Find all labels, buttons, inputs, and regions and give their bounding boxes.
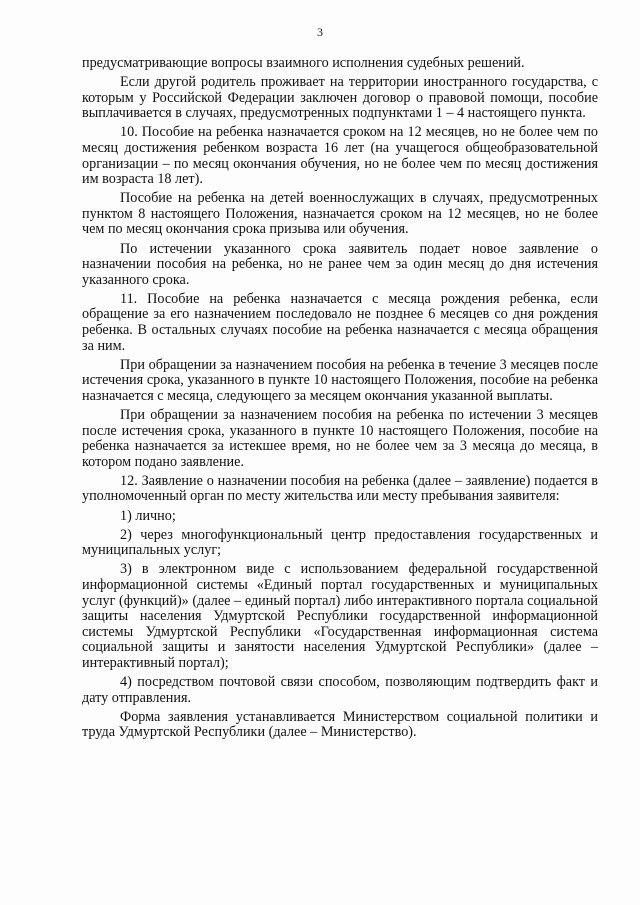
paragraph: При обращении за назначением пособия на ребенка по истечении 3 месяцев после истечения срока, указанного в пункте 10 настоящего Положения, пособие на ребенка назначается за истекшее время, но не более чем за 3 месяца до месяца, в котором подано заявление.: [82, 406, 598, 470]
document-body: [82, 56, 598, 744]
paragraph-continuation: предусматривающие вопросы взаимного исполнения судебных решений.: [82, 55, 525, 71]
paragraph: По истечении указанного срока заявитель подает новое заявление о назначении пособия на ребенка, но не ранее чем за один месяц до дня истечения указанного срока.: [82, 240, 598, 288]
page-number: 3: [317, 25, 323, 39]
list-item-2: 2) через многофункциональный центр предоставления государственных и муниципальных услуг;: [82, 526, 598, 559]
paragraph: Форма заявления устанавливается Министерством социальной политики и труда Удмуртской Республики (далее – Министерство).: [82, 708, 598, 741]
paragraph-item-11: 11. Пособие на ребенка назначается с месяца рождения ребенка, если обращение за его назначением последовало не позднее 6 месяцев со дня рождения ребенка. В остальных случаях пособие на ребенка назначается с месяца обращения за ним.: [82, 290, 598, 354]
paragraph: При обращении за назначением пособия на ребенка в течение 3 месяцев после истечения срока, указанного в пункте 10 настоящего Положения, пособие на ребенка назначается с месяца, следующего за месяцем окончания указанной выплаты.: [82, 356, 598, 404]
list-item-1: 1) лично;: [120, 507, 176, 524]
paragraph: Пособие на ребенка на детей военнослужащих в случаях, предусмотренных пунктом 8 настоящего Положения, назначается сроком на 12 месяцев, но не более чем по месяц окончания срока призыва или обучения.: [82, 190, 598, 238]
paragraph-item-10: 10. Пособие на ребенка назначается сроком на 12 месяцев, но не более чем по месяц достижения ребенком возраста 16 лет (на учащегося общеобразовательной организации – по месяц окончания обучения, но не более чем по месяц достижения им возраста 18 лет).: [82, 124, 598, 188]
paragraph: Если другой родитель проживает на территории иностранного государства, с которым у Российской Федерации заключен договор о правовой помощи, пособие выплачивается в случаях, предусмотренных подпунктами 1 – 4 настоящего пункта.: [82, 74, 598, 122]
list-item-4: 4) посредством почтовой связи способом, позволяющим подтвердить факт и дату отправления.: [82, 673, 598, 706]
list-item-3: 3) в электронном виде с использованием федеральной государственной информационной системы «Единый портал государственных и муниципальных услуг (функций)» (далее – единый портал) либо интерактивного портала социальной защиты населения Удмуртской Республики государственной информационной системы Удмуртской Республики «Государственная информационная система социальной защиты и занятости населения Удмуртской Республики» (далее – интерактивный портал);: [82, 561, 598, 671]
paragraph-item-12: 12. Заявление о назначении пособия на ребенка (далее – заявление) подается в уполномоченный орган по месту жительства или месту пребывания заявителя:: [82, 472, 598, 505]
